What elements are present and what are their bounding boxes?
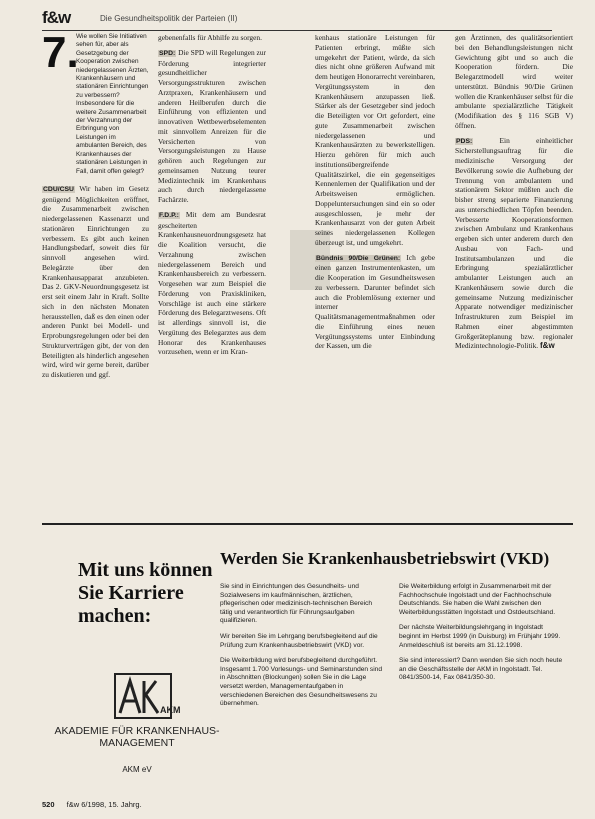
page-number: 520 xyxy=(42,800,55,809)
text-column-2 xyxy=(158,33,266,362)
answer-continuation xyxy=(315,33,435,248)
answer-text: gen Ärztinnen, des qualitätsorientiert bei den Behandlungsleistungen nicht Gewichtung gibt und so auch die Kooperation fördern. Die Belegarztmodell wird weiter unterstützt. Bündnis 90/Die Grünen wollen die Krankenhäuser selbst für die ambulante spezialärztliche Tätigkeit (Modifikation des § 116 SGB V) öffnen. xyxy=(455,33,573,130)
answer-continuation xyxy=(158,33,266,43)
ad-headline: Mit uns können Sie Karriere machen: xyxy=(78,559,213,627)
party-label: F.D.P.: xyxy=(159,211,179,219)
ad-paragraph: Die Weiterbildung wird berufsbegleitend durchgeführt. Insgesamt 1.700 Vorlesungs- und Seminarstunden sind in Abschnitten (Blockungen) sollen Sie in die Lage versetzt werden, Managementaufgaben in verschiedenen Bereichen des Gesundheitswesens zu übernehmen. xyxy=(220,657,383,708)
answer-gruene xyxy=(315,253,435,352)
organization-suffix: AKM eV xyxy=(122,765,152,774)
answer-fdp xyxy=(158,210,266,357)
ad-paragraph: Der nächste Weiterbildungslehrgang in Ingolstadt beginnt im Herbst 1999 (in Duisburg) im Frühjahr 1999. Anmeldeschluß ist bereits am 31.12.1998. xyxy=(399,624,561,649)
ad-title: Werden Sie Krankenhausbetriebswirt (VKD) xyxy=(220,549,550,568)
answer-text: Ich gebe einen ganzen Instrumentenkasten, um die Kooperation im Gesundheitswesen zu verbessern. Darunter befindet sich auch die Problemlösung externer und interner Qualitätsmanagementmaßnahmen oder die Einführung eines neuen Vergütungssystems unter Einbindung der Kassen, um die xyxy=(315,252,435,351)
text-column-4 xyxy=(455,33,573,356)
party-label: Bündnis 90/Die Grünen: xyxy=(316,254,401,262)
answer-continuation xyxy=(455,33,573,131)
party-label: SPD: xyxy=(159,49,176,57)
running-head: Die Gesundheitspolitik der Parteien (II) xyxy=(100,14,238,23)
journal-logo: f&w xyxy=(42,8,71,27)
ad-column-left xyxy=(220,583,385,716)
party-label: CDU/CSU xyxy=(43,185,74,193)
answer-text: kenhaus stationäre Leistungen für Patienten erbringt, müßte sich umgekehrt der Patient, würde, da sich dies nicht ohne größeren Aufwand mit dem heutigen Honorarrecht vereinbaren, Vergütungssystem in den Krankenhäusern anzupassen ließ. Stärker als der Gesetzgeber sind jedoch die Beteiligten vor Ort gefordert, eine gute Zusammenarbeit zwischen niedergelassenen und Krankenhausärzten zu bewerkstelligen. Hierzu gehören für mich auch institutionsübergreifende Qualitätszirkel, die ein gegenseitiges Kennenlernen der Qualifikation und der Arbeitsweisen ermöglichen. Doppeluntersuchungen sind ein so oder ausgeschlossen, je mehr der Krankenhausarzt von der guten Arbeit seines niedergelassenen Kollegen überzeugt ist, und umgekehrt. xyxy=(315,33,435,247)
answer-text: Die SPD will Regelungen zur Förderung integrierter gesundheitlicher Versorgungsstrukturen zwischen Arztpraxen, Krankenhäusern und anderen Heilberufen durch die Einführung von effizienten und innovativen Wettbewerbselementen mit sinnvollem Anreizen für die Versicherten von Versorgungsleistungen zu Hause gehören auch Regelungen zur gemeinsamen Nutzung teurer Medizintechnik im Krankenhaus auch durch niedergelassene Fachärzte. xyxy=(158,47,266,204)
question-number: 7. xyxy=(42,28,79,77)
svg-text:AKM: AKM xyxy=(160,705,181,715)
ad-left-panel xyxy=(42,525,222,793)
page-header xyxy=(42,8,552,31)
answer-cdu xyxy=(42,184,149,380)
answer-spd xyxy=(158,48,266,205)
ad-paragraph: Sie sind interessiert? Dann wenden Sie sich noch heute an die Geschäftsstelle der AKM in Ingolstadt. Tel. 0841/3500-14, Fax 0841/350-30. xyxy=(399,657,563,682)
text-column-1 xyxy=(42,28,149,385)
ad-paragraph: Die Weiterbildung erfolgt in Zusammenarbeit mit der Fachhochschule Ingolstadt und der Fachhochschule Deutschlands. Sie haben die Wahl zwischen den Weiterbildungsstätten Ingolstadt und Ostdeutschland. xyxy=(399,583,556,616)
answer-text: Ein einheitlicher Sicherstellungsauftrag für die medizinische Versorgung der Bevölkerung sowie die Aufhebung der Trennung von ambulantem und stationärem Sektor müßten auch die bisher streng separierte Finanzierung aus unterschiedlichen Töpfen beenden. Verbesserte Kooperationsformen zwischen Ambulanz und Krankenhaus ergeben sich unter anderem durch den Ausbau von Fach- und Institutsambulanzen und die Erbringung spezialärztlicher ambulanter Leistungen auch an Krankenhäusern sowie durch die gemeinsame Nutzung medizinischer Apparate notwendiger medizinischer Infrastrukturen zum Beispiel im Rahmen einer abgestimmten Großgeräteplanung bzw. regionaler Medizintechnologie-Politik. xyxy=(455,135,573,351)
akm-logo-icon xyxy=(114,673,181,719)
organization-name: AKADEMIE FÜR KRANKENHAUS-MANAGEMENT xyxy=(54,725,220,749)
ad-paragraph: Wir bereiten Sie im Lehrgang berufsbegleitend auf die Prüfung zum Krankenhausbetriebswirt (VKD) vor. xyxy=(220,632,378,649)
question-text: Wie wollen Sie Initiativen sehen für, aber als Gesetzgebung der Kooperation zwischen niedergelassenen Ärzten, Krankenhäusern und stationären Einrichtungen zu verbessern? Insbesondere für die weitere Zusammenarbeit der Verzahnung der Erbringung von Leistungen im ambulanten Bereich, des Krankenhauses der stationären Leistungen in Fall, damit offen gelegt? xyxy=(76,33,149,175)
issue-info: f&w 6/1998, 15. Jahrg. xyxy=(66,800,142,809)
ad-paragraph: Sie sind in Einrichtungen des Gesundheits- und Sozialwesens im kaufmännischen, ärztlichen, pflegerischen oder medizinisch-technischen Bereich tätig und verantwortlich für Führungsaufgaben qualifizieren. xyxy=(220,583,373,625)
answer-text: gebenenfalls für Abhilfe zu sorgen. xyxy=(158,33,262,42)
answer-text: Mit dem am Bundesrat gescheiterten Krankenhausneuordnungsgesetz hat die Koalition versucht, die Verzahnung zwischen niedergelassenem Bereich und Krankenhausbereich zu verbessern. Vorgesehen war zum Beispiel die Förderung von Praxiskliniken, Vorschläge ist auch eine stärkere Förderung des Belegarztwesens. Oft ist allerdings sinnvoll ist, die Vergütung des Belegarztes aus dem Honorar des Krankenhauses vorzusehen, wenn er im Kran- xyxy=(158,209,266,357)
advertisement xyxy=(42,523,573,793)
page-footer xyxy=(42,800,562,809)
answer-pds xyxy=(455,136,573,352)
party-label: PDS: xyxy=(456,137,473,145)
ad-column-right xyxy=(399,583,564,690)
article-end-mark: f&w xyxy=(540,341,555,351)
answer-text: Wir haben im Gesetz genügend Möglichkeiten eröffnet, die Zusammenarbeit zwischen niedergelassenen Kassenarzt und stationären Einrichtungen zu verbessern. Es gibt auch keinen Handlungsbedarf, soweit dies für sinnvoll angesehen wird. Belegärzte über den Krankenhausapparat anzubieten. Das 2. GKV-Neuordnungsgesetz ist erst seit einem Jahr in Kraft. Sollte sich in den nächsten Monaten herausstellen, daß es den einen oder anderen Punkt bei Modell- und Erprobungsregelungen oder bei den Strukturverträgen gibt, der von den Beteiligten als hinderlich angesehen wird, wird wir gerne bereit, darüber zu diskutieren und ggf. xyxy=(42,183,149,380)
text-column-3 xyxy=(315,33,435,356)
question-box xyxy=(42,28,149,176)
